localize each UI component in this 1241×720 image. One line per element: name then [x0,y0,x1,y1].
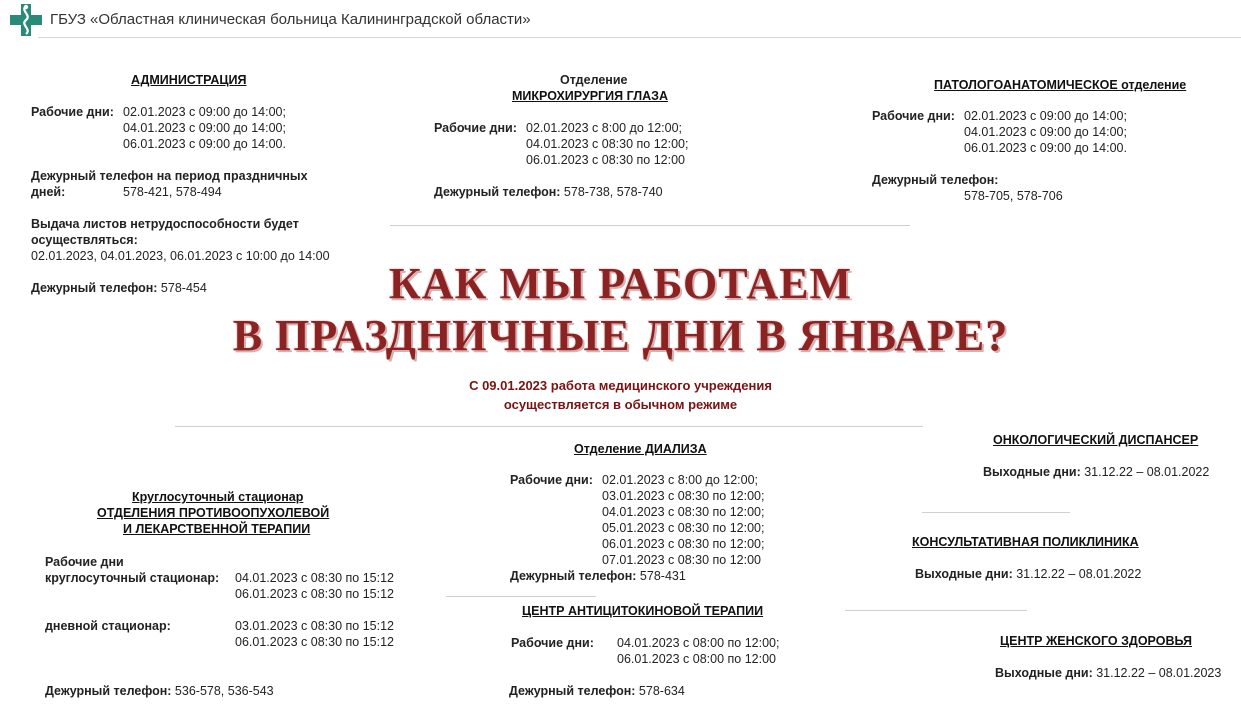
divider-line [175,426,923,427]
admin-duty-label: Дежурный телефон на период праздничных [31,169,308,183]
dialysis-date: 03.01.2023 с 08:30 по 12:00; [602,489,765,503]
anticyto-duty-phone: 578-634 [638,684,685,698]
dialysis-duty-label: Дежурный телефон: [510,569,637,583]
admin-date: 04.01.2023 с 09:00 до 14:00; [123,121,286,135]
patho-duty-label: Дежурный телефон: [872,173,999,187]
dialysis-duty-phone: 578-431 [639,569,686,583]
admin-title: АДМИНИСТРАЦИЯ [131,73,247,87]
onco-round-date: 06.01.2023 с 08:30 по 15:12 [235,587,394,601]
women-off-label: Выходные дни: [995,666,1093,680]
page-title-line-2: В ПРАЗДНИЧНЫЕ ДНИ В ЯНВАРЕ? [232,311,1009,360]
patho-work-label: Рабочие дни: [872,109,955,123]
polyclinic-off-dates: 31.12.22 – 08.01.2022 [1016,567,1142,581]
divider-line [446,596,596,597]
page-title-line-1: КАК МЫ РАБОТАЕМ [388,259,853,308]
admin-sick-leave-dates: 02.01.2023, 04.01.2023, 06.01.2023 с 10:00 до 14:00 [31,249,330,263]
onco-title-3: И ЛЕКАРСТВЕННОЙ ТЕРАПИИ [123,522,311,536]
polyclinic-off-label: Выходные дни: [915,567,1013,581]
eye-duty-phones: 578-738, 578-740 [563,185,663,199]
dialysis-date: 02.01.2023 с 8:00 до 12:00; [602,473,759,487]
admin-duty2-phone: 578-454 [160,281,207,295]
admin-date: 02.01.2023 с 09:00 до 14:00; [123,105,286,119]
admin-date: 06.01.2023 с 09:00 до 14:00. [123,137,286,151]
patho-title: ПАТОЛОГОАНАТОМИЧЕСКОЕ отделение [934,78,1187,92]
onco-work-label: Рабочие дни [45,555,124,569]
eye-duty [434,184,663,200]
patho-date: 04.01.2023 с 09:00 до 14:00; [964,125,1127,139]
dialysis-date: 07.01.2023 с 08:30 по 12:00 [602,553,761,567]
patho-date: 02.01.2023 с 09:00 до 14:00; [964,109,1127,123]
admin-duty2-label: Дежурный телефон: [31,281,158,295]
onco-title-1: Круглосуточный стационар [132,490,304,504]
anticyto-date: 06.01.2023 с 08:00 по 12:00 [617,652,776,666]
onco-title-2: ОТДЕЛЕНИЯ ПРОТИВООПУХОЛЕВОЙ [97,506,330,520]
dialysis-title: Отделение ДИАЛИЗА [574,442,707,456]
divider-line [845,610,1027,611]
dispensary-title: ОНКОЛОГИЧЕСКИЙ ДИСПАНСЕР [993,433,1199,447]
admin-duty-phones: 578-421, 578-494 [123,185,222,199]
admin-duty-label-2: дней: [31,185,66,199]
polyclinic-off [915,566,1141,582]
dispensary-off-label: Выходные дни: [983,465,1081,479]
eye-date: 04.01.2023 с 08:30 по 12:00; [526,137,689,151]
notice-line-2: осуществляется в обычном режиме [503,397,738,412]
header-divider [38,37,1241,38]
onco-day-label: дневной стационар: [45,619,171,633]
anticyto-duty [509,683,685,699]
onco-round-label: круглосуточный стационар: [45,571,220,585]
women-off [995,665,1221,681]
dialysis-work-label: Рабочие дни: [510,473,593,487]
admin-sick-leave-label-2: осуществляться: [31,233,138,247]
dialysis-duty [510,568,686,584]
onco-day-date: 03.01.2023 с 08:30 по 15:12 [235,619,394,633]
dispensary-off-dates: 31.12.22 – 08.01.2022 [1084,465,1210,479]
eye-work-label: Рабочие дни: [434,121,517,135]
eye-title-2: МИКРОХИРУРГИЯ ГЛАЗА [512,89,669,103]
onco-round-date: 04.01.2023 с 08:30 по 15:12 [235,571,394,585]
women-off-dates: 31.12.22 – 08.01.2023 [1096,666,1222,680]
admin-work-label: Рабочие дни: [31,105,114,119]
polyclinic-title: КОНСУЛЬТАТИВНАЯ ПОЛИКЛИНИКА [912,535,1139,549]
eye-date: 02.01.2023 с 8:00 до 12:00; [526,121,683,135]
eye-duty-label: Дежурный телефон: [434,185,561,199]
divider-line [922,512,1070,513]
dialysis-date: 05.01.2023 с 08:30 по 12:00; [602,521,765,535]
notice-line-1: С 09.01.2023 работа медицинского учреждения [469,378,772,393]
anticyto-duty-label: Дежурный телефон: [509,684,636,698]
patho-date: 06.01.2023 с 09:00 до 14:00. [964,141,1127,155]
dialysis-date: 06.01.2023 с 08:30 по 12:00; [602,537,765,551]
onco-day-date: 06.01.2023 с 08:30 по 15:12 [235,635,394,649]
medical-cross-logo-icon [8,2,44,38]
patho-duty-phones: 578-705, 578-706 [964,189,1063,203]
anticyto-date: 04.01.2023 с 08:00 по 12:00; [617,636,780,650]
women-title: ЦЕНТР ЖЕНСКОГО ЗДОРОВЬЯ [1000,634,1192,648]
onco-duty-phones: 536-578, 536-543 [174,684,274,698]
organization-name: ГБУЗ «Областная клиническая больница Калининградской области» [50,11,531,28]
anticyto-work-label: Рабочие дни: [511,636,594,650]
eye-date: 06.01.2023 с 08:30 по 12:00 [526,153,685,167]
admin-sick-leave-label: Выдача листов нетрудоспособности будет [31,217,299,231]
onco-duty [45,683,274,699]
divider-line [390,225,910,226]
eye-title-1: Отделение [560,73,628,87]
dispensary-off [983,464,1209,480]
onco-duty-label: Дежурный телефон: [45,684,172,698]
anticyto-title: ЦЕНТР АНТИЦИТОКИНОВОЙ ТЕРАПИИ [522,604,764,618]
dialysis-date: 04.01.2023 с 08:30 по 12:00; [602,505,765,519]
